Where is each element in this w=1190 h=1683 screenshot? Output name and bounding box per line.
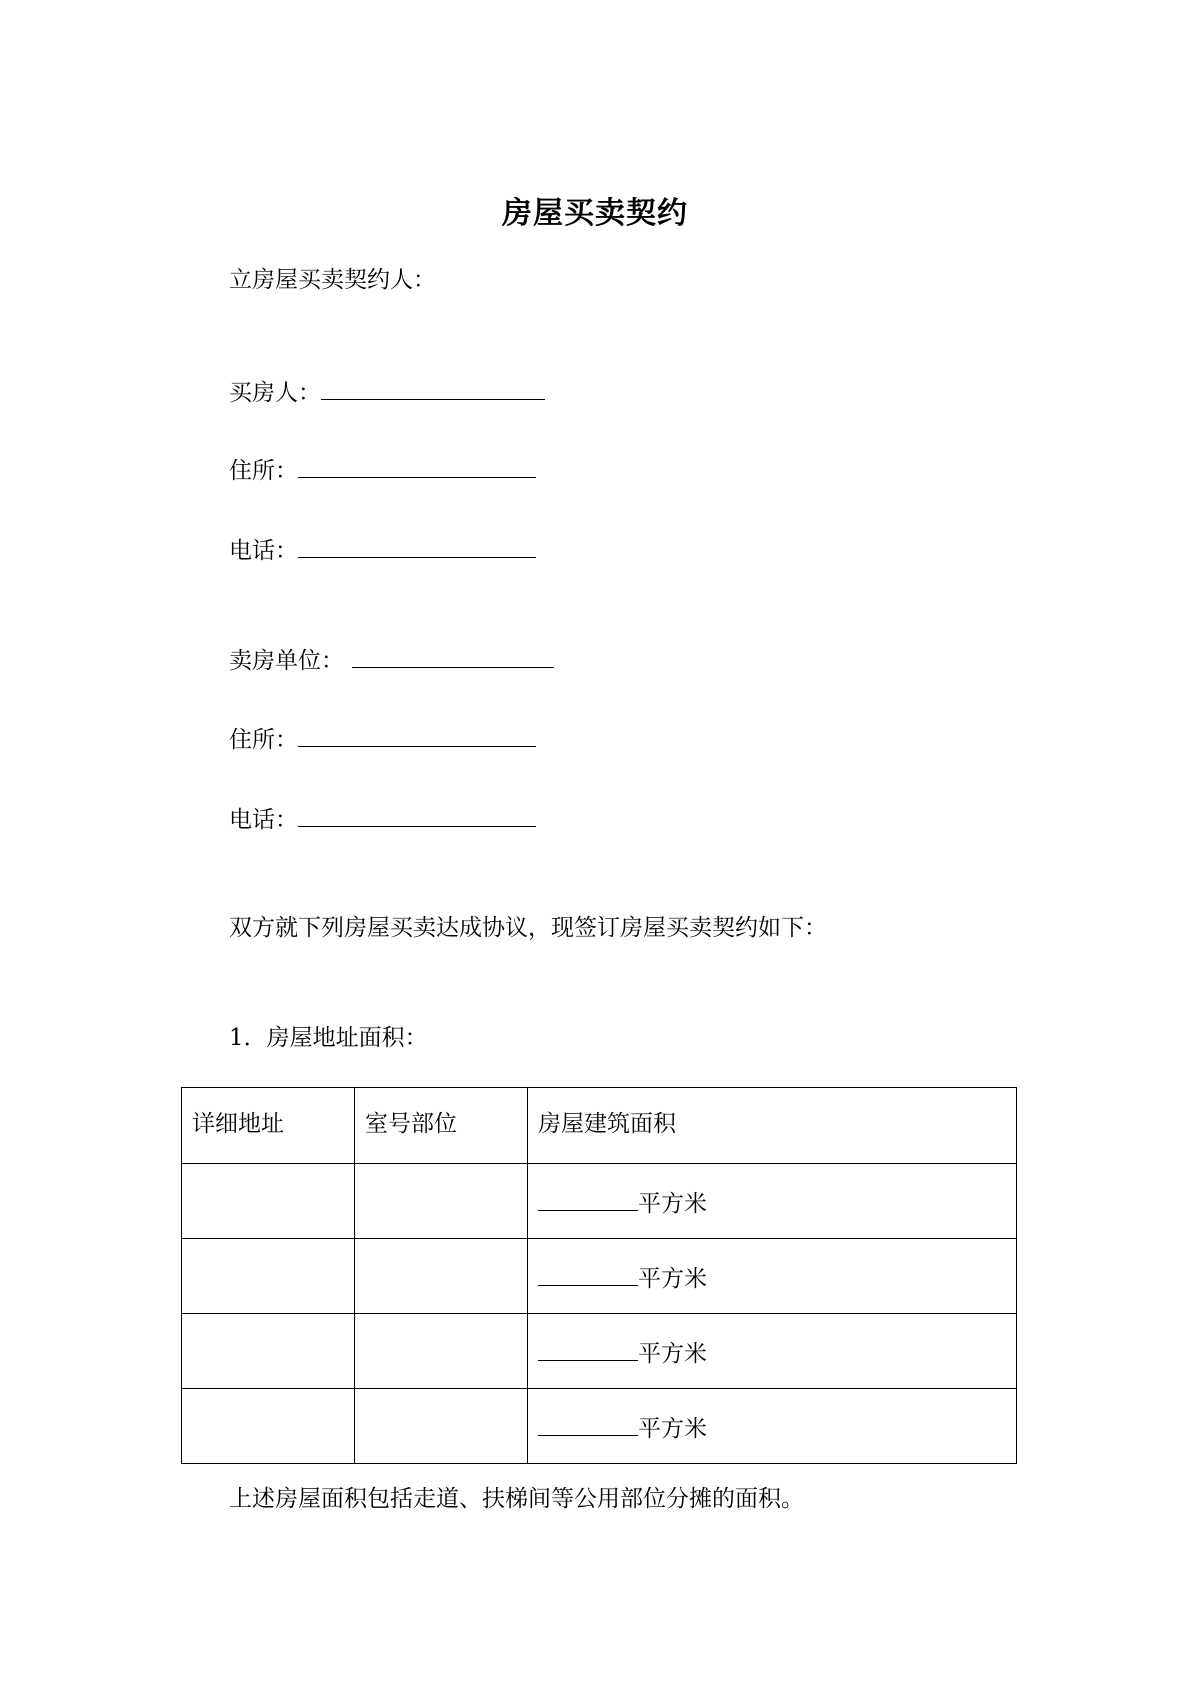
seller-label: 卖房单位： [229, 648, 344, 674]
buyer-address-blank[interactable] [298, 455, 536, 478]
table-header-row [182, 1088, 1017, 1164]
section-1-number: 1． [229, 1025, 267, 1051]
room-cell[interactable] [355, 1239, 528, 1314]
room-cell[interactable] [355, 1389, 528, 1464]
seller-line [229, 645, 554, 675]
header-room-location: 室号部位 [355, 1088, 528, 1164]
room-cell[interactable] [355, 1314, 528, 1389]
section-1-title: 房屋地址面积： [266, 1025, 428, 1051]
buyer-address-line [229, 455, 536, 485]
seller-address-label: 住所： [229, 727, 298, 753]
area-note: 上述房屋面积包括走道、扶梯间等公用部位分摊的面积。 [229, 1486, 804, 1512]
area-cell [528, 1239, 1017, 1314]
seller-blank[interactable] [352, 645, 554, 668]
seller-phone-label: 电话： [229, 807, 298, 833]
seller-address-line [229, 724, 536, 754]
section-1-heading [229, 1024, 428, 1052]
area-cell [528, 1164, 1017, 1239]
area-blank[interactable] [538, 1188, 638, 1211]
header-building-area: 房屋建筑面积 [528, 1088, 1017, 1164]
contract-parties-intro: 立房屋买卖契约人： [229, 267, 436, 293]
room-cell[interactable] [355, 1164, 528, 1239]
address-cell[interactable] [182, 1314, 355, 1389]
table-row [182, 1164, 1017, 1239]
area-unit: 平方米 [638, 1190, 707, 1217]
area-unit: 平方米 [638, 1265, 707, 1292]
address-cell[interactable] [182, 1239, 355, 1314]
seller-address-blank[interactable] [298, 724, 536, 747]
table-row [182, 1239, 1017, 1314]
table-row [182, 1314, 1017, 1389]
area-blank[interactable] [538, 1263, 638, 1286]
buyer-phone-line [229, 535, 536, 565]
area-blank[interactable] [538, 1413, 638, 1436]
seller-phone-blank[interactable] [298, 804, 536, 827]
document-title: 房屋买卖契约 [502, 196, 688, 231]
agreement-statement: 双方就下列房屋买卖达成协议，现签订房屋买卖契约如下： [229, 915, 827, 941]
buyer-blank[interactable] [321, 377, 545, 400]
buyer-line [229, 377, 545, 407]
address-cell[interactable] [182, 1164, 355, 1239]
area-cell [528, 1314, 1017, 1389]
buyer-address-label: 住所： [229, 458, 298, 484]
buyer-phone-label: 电话： [229, 538, 298, 564]
area-unit: 平方米 [638, 1340, 707, 1367]
table-row [182, 1389, 1017, 1464]
buyer-label: 买房人： [229, 380, 321, 406]
area-unit: 平方米 [638, 1415, 707, 1442]
buyer-phone-blank[interactable] [298, 535, 536, 558]
address-cell[interactable] [182, 1389, 355, 1464]
header-detailed-address: 详细地址 [182, 1088, 355, 1164]
seller-phone-line [229, 804, 536, 834]
property-area-table [181, 1087, 1017, 1464]
area-blank[interactable] [538, 1338, 638, 1361]
area-cell [528, 1389, 1017, 1464]
